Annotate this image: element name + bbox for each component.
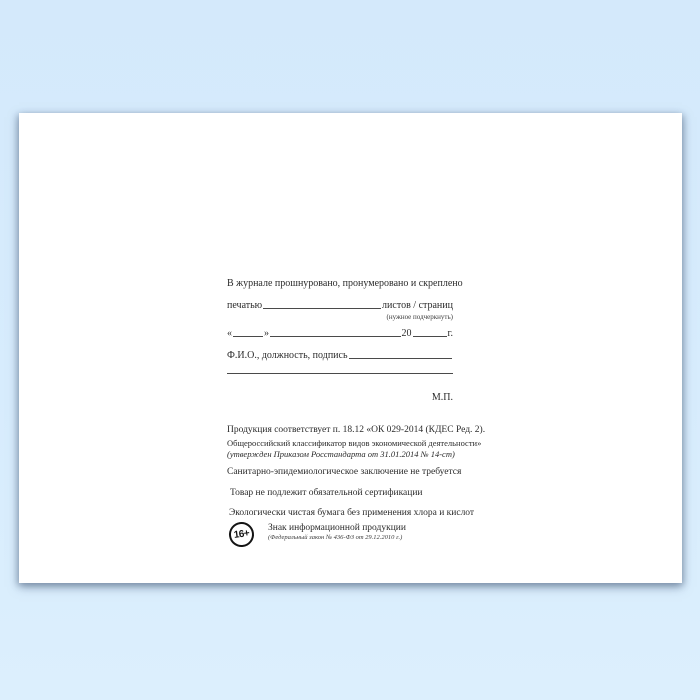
seal-label: печатью [227, 300, 263, 311]
age-mark-label: Знак информационной продукции [268, 523, 406, 533]
signature-label: Ф.И.О., должность, подпись [227, 350, 348, 361]
seal-row [227, 300, 453, 311]
compliance-line-3: (утвержден Приказом Росстандарта от 31.01.2014 № 14-ст) [227, 449, 455, 459]
sheets-fill-blank [263, 307, 381, 309]
extra-fill-blank [227, 359, 453, 374]
seal-place-abbr: М.П. [431, 392, 453, 403]
open-quote: « [227, 328, 232, 339]
year-suffix: г. [447, 328, 453, 339]
year-fill-blank [413, 335, 447, 337]
certification-statement: Товар не подлежит обязательной сертификации [230, 488, 423, 498]
age-mark-law-note: (Федеральный закон № 436-ФЗ от 29.12.2010 г.) [268, 534, 403, 541]
month-fill-blank [270, 335, 401, 337]
paper-page [19, 113, 682, 583]
text-block [227, 113, 486, 583]
year-prefix: 20 [401, 328, 412, 339]
age-mark-text [268, 522, 406, 541]
compliance-line-2: Общероссийский классификатор видов экономической деятельности» [227, 438, 482, 448]
age-mark-row [229, 522, 455, 547]
date-row [227, 328, 453, 339]
age-16plus-badge-icon: 16+ [227, 520, 255, 548]
eco-statement: Экологически чистая бумага без применения хлора и кислот [229, 508, 475, 518]
sheets-pages-label: листов / страниц [382, 300, 453, 311]
close-quote: » [264, 328, 269, 339]
sanitary-statement: Санитарно-эпидемиологическое заключение не требуется [227, 467, 462, 477]
stitch-statement: В журнале прошнуровано, пронумеровано и скреплено [227, 278, 463, 289]
day-fill-blank [233, 335, 263, 337]
compliance-line-1: Продукция соответствует п. 18.12 «ОК 029-2014 (КДЕС Ред. 2). [227, 425, 486, 435]
underline-note: (нужное подчеркнуть) [386, 313, 453, 321]
